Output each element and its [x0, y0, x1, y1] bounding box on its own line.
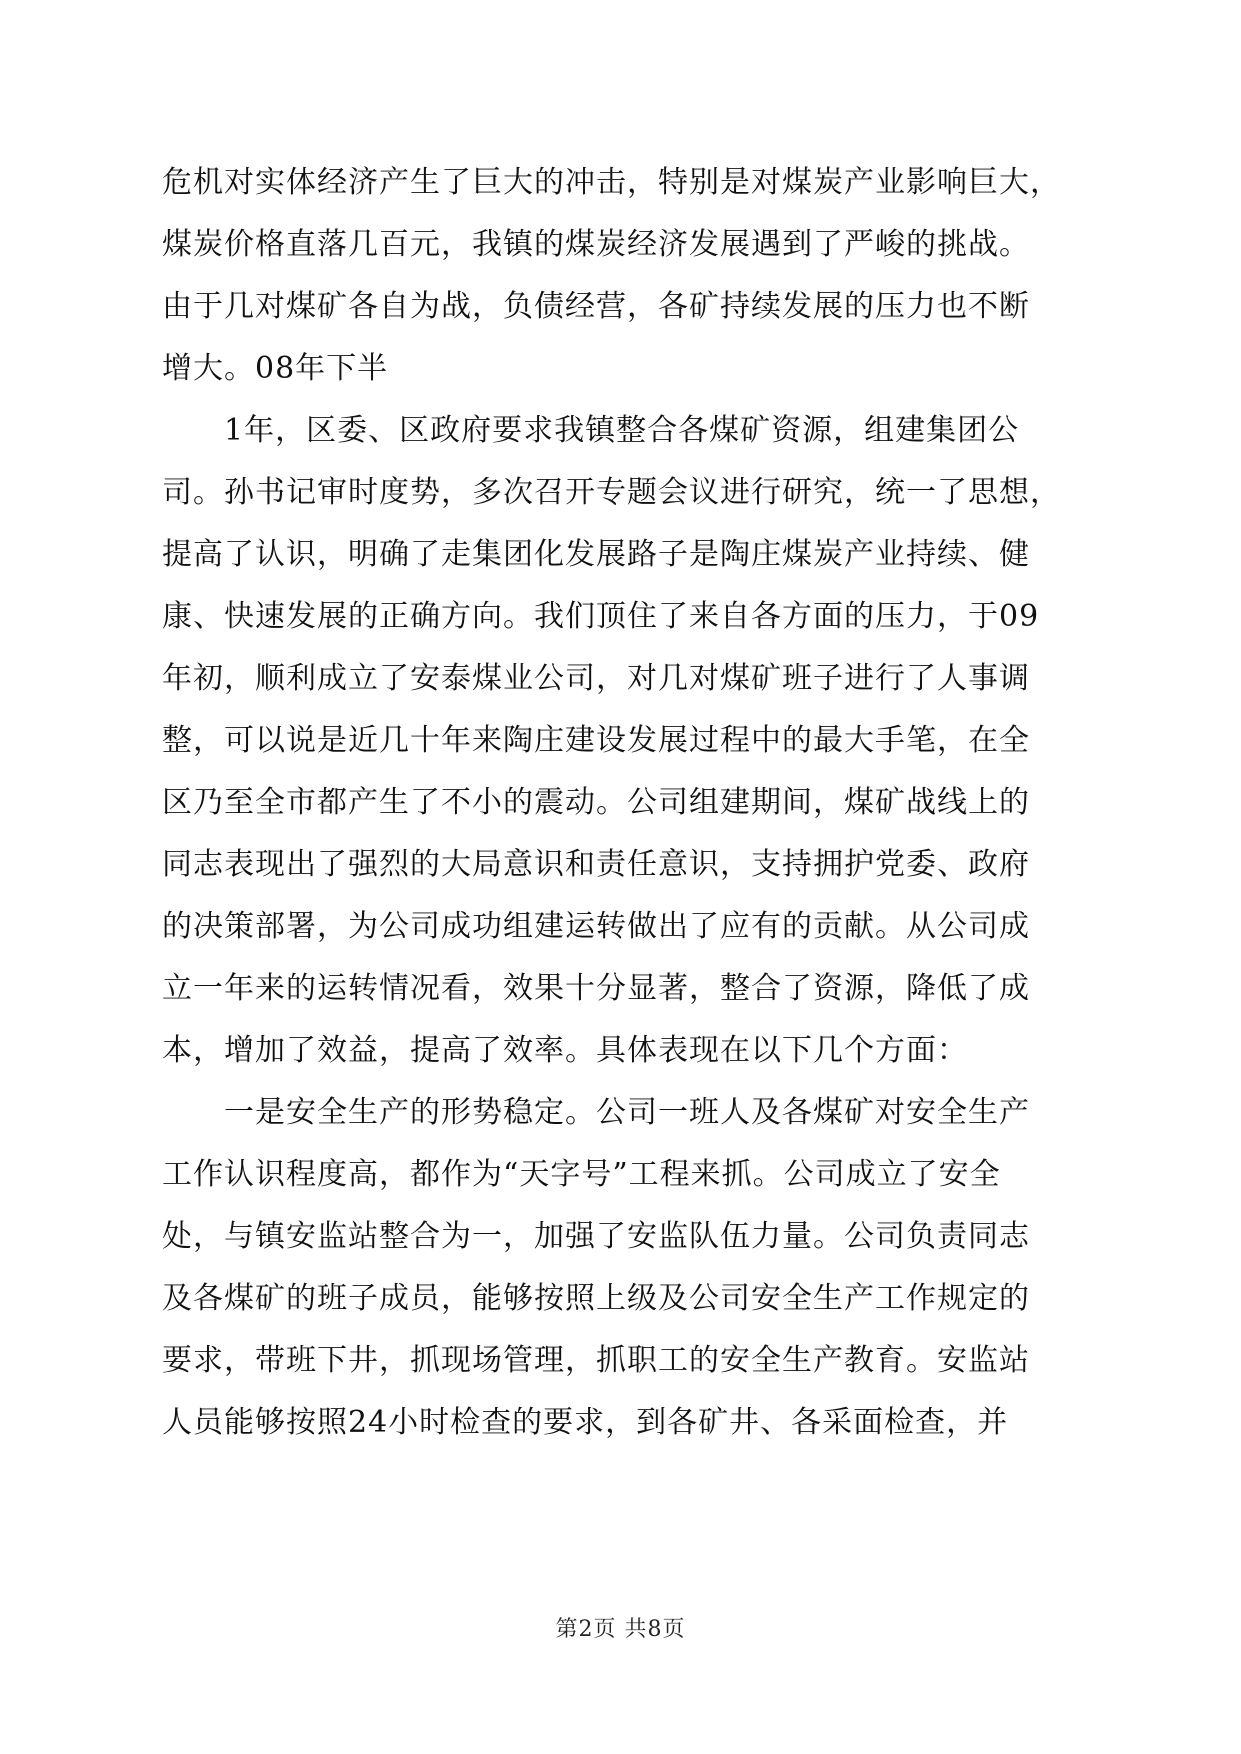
- text-line: 同志表现出了强烈的大局意识和责任意识，支持拥护党委、政府: [162, 847, 1030, 882]
- text-line: 区乃至全市都产生了不小的震动。公司组建期间，煤矿战线上的: [162, 785, 1030, 820]
- text-line: 提高了认识，明确了走集团化发展路子是陶庄煤炭产业持续、健: [162, 537, 1030, 572]
- text-line: 年初，顺利成立了安泰煤业公司，对几对煤矿班子进行了人事调: [162, 661, 1030, 696]
- text-line: 及各煤矿的班子成员，能够按照上级及公司安全生产工作规定的: [162, 1281, 1030, 1316]
- text-line: 一是安全生产的形势稳定。公司一班人及各煤矿对安全生产: [162, 1095, 1030, 1130]
- body-text: [162, 152, 1102, 1454]
- text-line: 增大。08年下半: [162, 351, 389, 386]
- text-line: 立一年来的运转情况看，效果十分显著，整合了资源，降低了成: [162, 971, 1030, 1006]
- text-line: 1年，区委、区政府要求我镇整合各煤矿资源，组建集团公: [162, 413, 1020, 448]
- page-number-footer: 第2页 共8页: [555, 1617, 686, 1642]
- text-line: 康、快速发展的正确方向。我们顶住了来自各方面的压力，于09: [162, 599, 1040, 634]
- text-line: 工作认识程度高，都作为“天字号”工程来抓。公司成立了安全: [162, 1157, 1001, 1192]
- text-line: 由于几对煤矿各自为战，负债经营，各矿持续发展的压力也不断: [162, 289, 1030, 324]
- text-line: 要求，带班下井，抓现场管理，抓职工的安全生产教育。安监站: [162, 1343, 1030, 1378]
- text-line: 人员能够按照24小时检查的要求，到各矿井、各采面检查，并: [162, 1405, 1009, 1440]
- text-line: 危机对实体经济产生了巨大的冲击，特别是对煤炭产业影响巨大，: [162, 165, 1061, 200]
- text-line: 煤炭价格直落几百元，我镇的煤炭经济发展遇到了严峻的挑战。: [162, 227, 1030, 262]
- text-line: 本，增加了效益，提高了效率。具体表现在以下几个方面：: [162, 1033, 968, 1068]
- text-line: 的决策部署，为公司成功组建运转做出了应有的贡献。从公司成: [162, 909, 1030, 944]
- text-line: 整，可以说是近几十年来陶庄建设发展过程中的最大手笔，在全: [162, 723, 1030, 758]
- text-line: 处，与镇安监站整合为一，加强了安监队伍力量。公司负责同志: [162, 1219, 1030, 1254]
- text-line: 司。孙书记审时度势，多次召开专题会议进行研究，统一了思想，: [162, 475, 1061, 510]
